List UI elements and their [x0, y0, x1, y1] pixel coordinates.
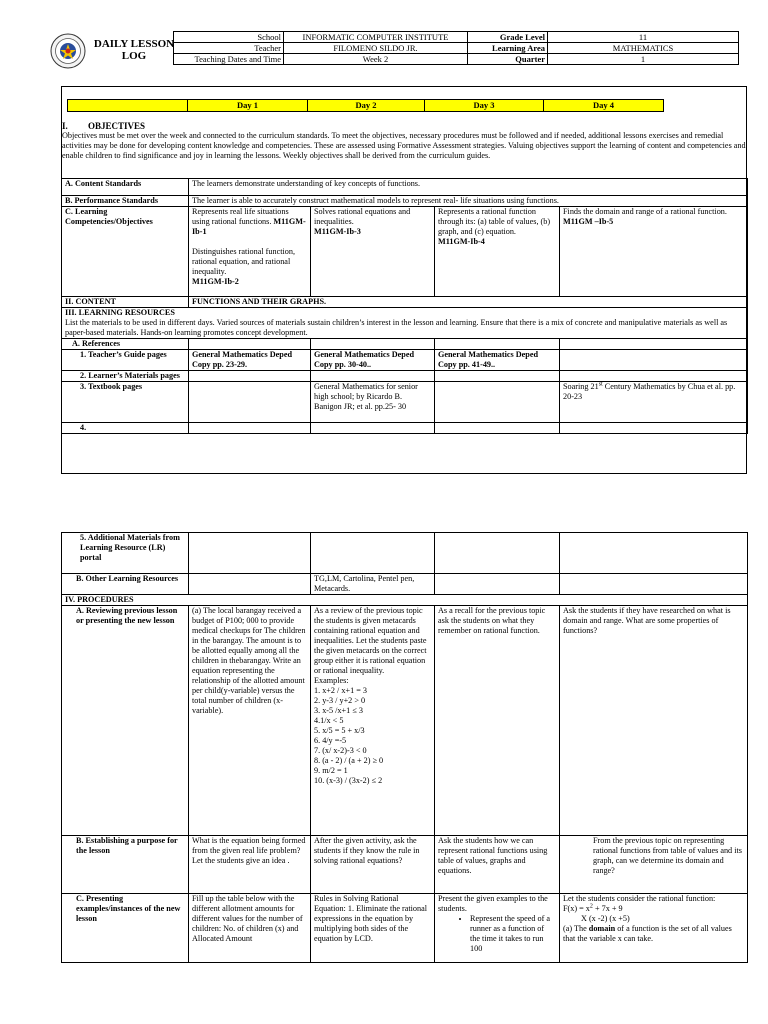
- procedures-title: IV. PROCEDURES: [62, 595, 748, 606]
- competencies-day3: [435, 207, 560, 297]
- day-header-3: Day 3: [425, 100, 544, 112]
- example-item: 10. (x-3) / (3x-2) ≤ 2: [314, 776, 383, 785]
- equation-exponent: 2: [589, 903, 593, 910]
- row-4-day3: [435, 423, 560, 434]
- teacher-label: Teacher: [174, 43, 284, 54]
- learning-area-label: Learning Area: [468, 43, 548, 54]
- grade-level-label: Grade Level: [468, 32, 548, 43]
- competencies-day1: [189, 207, 311, 297]
- equation-numerator-pre: F(x) = x: [563, 904, 590, 913]
- domain-definition-pre: (a) The: [563, 924, 589, 933]
- references-day3: [435, 339, 560, 350]
- example-item: 7. (x/ x-2)-3 < 0: [314, 746, 367, 755]
- performance-standards-row: [62, 196, 748, 207]
- reviewing-label: A. Reviewing previous lesson or presenting the new lesson: [62, 606, 189, 836]
- learning-resources-row: [62, 308, 748, 339]
- textbook-row: [62, 382, 748, 423]
- additional-materials-day1: [189, 533, 311, 574]
- learners-materials-day2: [311, 371, 435, 382]
- textbook-day4: [560, 382, 748, 423]
- teaching-dates-value: Week 2: [284, 54, 468, 65]
- rational-function-equation: [563, 904, 623, 913]
- competency-day4: Finds the domain and range of a rational function.: [563, 207, 727, 216]
- establishing-purpose-row: [62, 836, 748, 894]
- references-row: [62, 339, 748, 350]
- competencies-label: C. Learning Competencies/Objectives: [62, 207, 189, 297]
- quarter-value: 1: [548, 54, 739, 65]
- textbook-day1: [189, 382, 311, 423]
- content-row: [62, 297, 748, 308]
- rational-function-denominator: X (x -2) (x +5): [581, 914, 630, 923]
- learners-materials-row: [62, 371, 748, 382]
- grade-level-value: 11: [548, 32, 739, 43]
- additional-materials-label: 5. Additional Materials from Learning Resource (LR) portal: [62, 533, 189, 574]
- presenting-examples-day1: Fill up the table below with the different allotment amounts for different values for the number of children: No. of children (x) and Allocated Amount: [189, 894, 311, 963]
- additional-materials-row: [62, 533, 748, 574]
- example-item: 2. y-3 / y+2 > 0: [314, 696, 366, 705]
- competency-day2: Solves rational equations and inequalities.: [314, 207, 411, 226]
- day-header-row: [67, 99, 664, 112]
- other-resources-row: [62, 574, 748, 595]
- content-standards-label: A. Content Standards: [62, 179, 189, 196]
- presenting-examples-day3: [435, 894, 560, 963]
- procedures-title-row: [62, 595, 748, 606]
- teacher-value: FILOMENO SILDO JR.: [284, 43, 468, 54]
- row-4: [62, 423, 748, 434]
- reviewing-day2-intro: As a review of the previous topic the students is given metacards containing rational equation and inequalities. Let the students paste the given metacards on the correct group either it is rational equation or rational inequality.: [314, 606, 427, 675]
- textbook-day3: [435, 382, 560, 423]
- equation-numerator-post: + 7x + 9: [592, 904, 623, 913]
- additional-materials-day2: [311, 533, 435, 574]
- presenting-examples-day3-list: [438, 914, 556, 954]
- textbook-day4-post: Century Mathematics by Chua et al. pp. 20-23: [563, 382, 736, 401]
- references-day2: [311, 339, 435, 350]
- content-standards-text: The learners demonstrate understanding of key concepts of functions.: [189, 179, 748, 196]
- competency-day3: Represents a rational function through its: (a) table of values, (b) graph, and (c) equation.: [438, 207, 551, 236]
- teachers-guide-label: 1. Teacher’s Guide pages: [62, 350, 189, 371]
- performance-standards-text: The learner is able to accurately construct mathematical models to represent real- life situations using functions.: [189, 196, 748, 207]
- presenting-examples-row: [62, 894, 748, 963]
- row-4-day2: [311, 423, 435, 434]
- establishing-purpose-day4: [560, 836, 748, 894]
- content-label: II. CONTENT: [62, 297, 189, 308]
- presenting-examples-day3-bullet: • Represent the speed of a runner as a function of the time it takes to run 100: [470, 914, 556, 954]
- log-title-line1: DAILY LESSON: [93, 38, 175, 50]
- log-title-line2: LOG: [121, 50, 147, 62]
- objectives-section: [62, 121, 746, 161]
- textbook-day4-pre: Soaring 21: [563, 382, 599, 391]
- reviewing-day4: Ask the students if they have researched on what is domain and range. What are some properties of functions?: [560, 606, 748, 836]
- content-text: FUNCTIONS AND THEIR GRAPHS.: [189, 297, 748, 308]
- establishing-purpose-day2: After the given activity, ask the students if they know the rule in solving rational equations?: [311, 836, 435, 894]
- other-resources-day4: [560, 574, 748, 595]
- additional-materials-day3: [435, 533, 560, 574]
- learners-materials-day3: [435, 371, 560, 382]
- competency-day1-a: Represents real life situations using rational functions.: [192, 207, 289, 226]
- establishing-purpose-day4-text: From the previous topic on representing rational functions from table of values and its graph, can we determine its domain and range?: [593, 836, 742, 875]
- reviewing-day3: As a recall for the previous topic ask the students on what they remember on rational function.: [435, 606, 560, 836]
- other-resources-day2: TG,LM, Cartolina, Pentel pen, Metacards.: [311, 574, 435, 595]
- textbook-day2: General Mathematics for senior high school; by Ricardo B. Banigon JR; et al. pp.25- 30: [311, 382, 435, 423]
- references-day1: [189, 339, 311, 350]
- reviewing-row: [62, 606, 748, 836]
- example-item: 3. x-5 /x+1 ≤ 3: [314, 706, 363, 715]
- presenting-examples-day4-intro: Let the students consider the rational function:: [563, 894, 716, 903]
- teachers-guide-day1: General Mathematics Deped Copy pp. 23-29.: [189, 350, 311, 371]
- teachers-guide-day2: General Mathematics Deped Copy pp. 30-40..: [311, 350, 435, 371]
- daily-lesson-log-title: [84, 38, 184, 62]
- domain-definition-post: of a function is the set of all values that the variable x can take.: [563, 924, 732, 943]
- competency-day1-a-code: M11GM-Ib-1: [192, 217, 306, 236]
- learning-resources-title: III. LEARNING RESOURCES: [65, 308, 175, 317]
- objectives-text: Objectives must be met over the week and connected to the curriculum standards. To meet the objectives, necessary procedures must be followed and if needed, additional lessons exercises and remedial activities may be done for developing content knowledge and competencies. These are assessed using Formative Assessment strategies. Valuing objectives support the learning of content and competencies and enable children to find significance and joy in learning the lessons. Weekly objectives shall be derived from the curriculum guides.: [62, 131, 746, 160]
- presenting-examples-label: C. Presenting examples/instances of the new lesson: [62, 894, 189, 963]
- presenting-examples-day3-intro: Present the given examples to the students.: [438, 894, 548, 913]
- teaching-dates-label: Teaching Dates and Time: [174, 54, 284, 65]
- teachers-guide-row: [62, 350, 748, 371]
- reviewing-day1: (a) The local barangay received a budget of P100; 000 to provide medical checkups for The children in the barangay. The amount is to be allotted equally among all the children in thebarangay. Write an equation representing the relationship of the allotted amount per child(y-variable) versus the total number of children (x-variable).: [189, 606, 311, 836]
- example-item: 5. x/5 = 5 + x/3: [314, 726, 365, 735]
- objectives-heading: [62, 121, 746, 131]
- school-value: INFORMATIC COMPUTER INSTITUTE: [284, 32, 468, 43]
- learners-materials-day4: [560, 371, 748, 382]
- references-day4: [560, 339, 748, 350]
- reviewing-day2: [311, 606, 435, 836]
- deped-seal-icon: [50, 33, 86, 69]
- learners-materials-label: 2. Learner’s Materials pages: [62, 371, 189, 382]
- reviewing-day2-examples-title: Examples:: [314, 676, 349, 685]
- example-item: 9. m/2 = 1: [314, 766, 348, 775]
- competency-day2-code: M11GM-Ib-3: [314, 227, 361, 236]
- example-item: 4.1/x < 5: [314, 716, 344, 725]
- teachers-guide-day4: [560, 350, 748, 371]
- row-4-label: 4.: [62, 423, 189, 434]
- objectives-title: OBJECTIVES: [88, 121, 146, 131]
- lesson-table-part2: [61, 532, 748, 963]
- day-header-1: Day 1: [188, 100, 308, 112]
- row-4-day4: [560, 423, 748, 434]
- presenting-examples-day2: Rules in Solving Rational Equation: 1. Eliminate the rational expressions in the equation by multiplying both sides of the equation by LCD.: [311, 894, 435, 963]
- content-standards-row: [62, 179, 748, 196]
- example-item: 6. 4/y =-5: [314, 736, 347, 745]
- other-resources-day1: [189, 574, 311, 595]
- learning-area-value: MATHEMATICS: [548, 43, 739, 54]
- competencies-day4: [560, 207, 748, 297]
- header-info-table: [173, 31, 739, 65]
- quarter-label: Quarter: [468, 54, 548, 65]
- reviewing-day2-examples-list: [314, 686, 431, 786]
- lesson-table-part1: [61, 178, 748, 434]
- establishing-purpose-day3: Ask the students how we can represent rational functions using table of values, graphs and equations.: [435, 836, 560, 894]
- establishing-purpose-day1: What is the equation being formed from the given real life problem? Let the students give an idea .: [189, 836, 311, 894]
- domain-definition-bold: domain: [588, 924, 616, 933]
- learners-materials-day1: [189, 371, 311, 382]
- day-header-4: Day 4: [544, 100, 664, 112]
- learning-resources-text: List the materials to be used in different days. Varied sources of materials sustain children’s interest in the lesson and learning. Ensure that there is a mix of concrete and manipulative materials as well as paper-based materials. Hands-on learning promotes concept development.: [65, 318, 728, 337]
- competencies-row: [62, 207, 748, 297]
- competencies-day2: [311, 207, 435, 297]
- day-header-blank: [68, 100, 188, 112]
- day-header-2: Day 2: [308, 100, 425, 112]
- learning-resources-cell: [62, 308, 748, 339]
- references-label: A. References: [62, 339, 189, 350]
- competency-day1-b: Distinguishes rational function, rational equation, and rational inequality.: [192, 247, 296, 276]
- school-label: School: [174, 32, 284, 43]
- textbook-label: 3. Textbook pages: [62, 382, 189, 423]
- performance-standards-label: B. Performance Standards: [62, 196, 189, 207]
- objectives-number: I.: [62, 121, 68, 131]
- establishing-purpose-label: B. Establishing a purpose for the lesson: [62, 836, 189, 894]
- competency-day4-code: M11GM –Ib-5: [563, 217, 614, 226]
- competency-day1-b-code: M11GM-Ib-2: [192, 277, 239, 286]
- teachers-guide-day3: General Mathematics Deped Copy pp. 41-49..: [435, 350, 560, 371]
- other-resources-day3: [435, 574, 560, 595]
- additional-materials-day4: [560, 533, 748, 574]
- other-resources-label: B. Other Learning Resources: [62, 574, 189, 595]
- example-item: 1. x+2 / x+1 = 3: [314, 686, 367, 695]
- competency-day3-code: M11GM-Ib-4: [438, 237, 485, 246]
- example-item: 8. (a - 2) / (a + 2) ≥ 0: [314, 756, 384, 765]
- row-4-day1: [189, 423, 311, 434]
- presenting-examples-day4: [560, 894, 748, 963]
- textbook-day4-sup: st: [598, 381, 603, 388]
